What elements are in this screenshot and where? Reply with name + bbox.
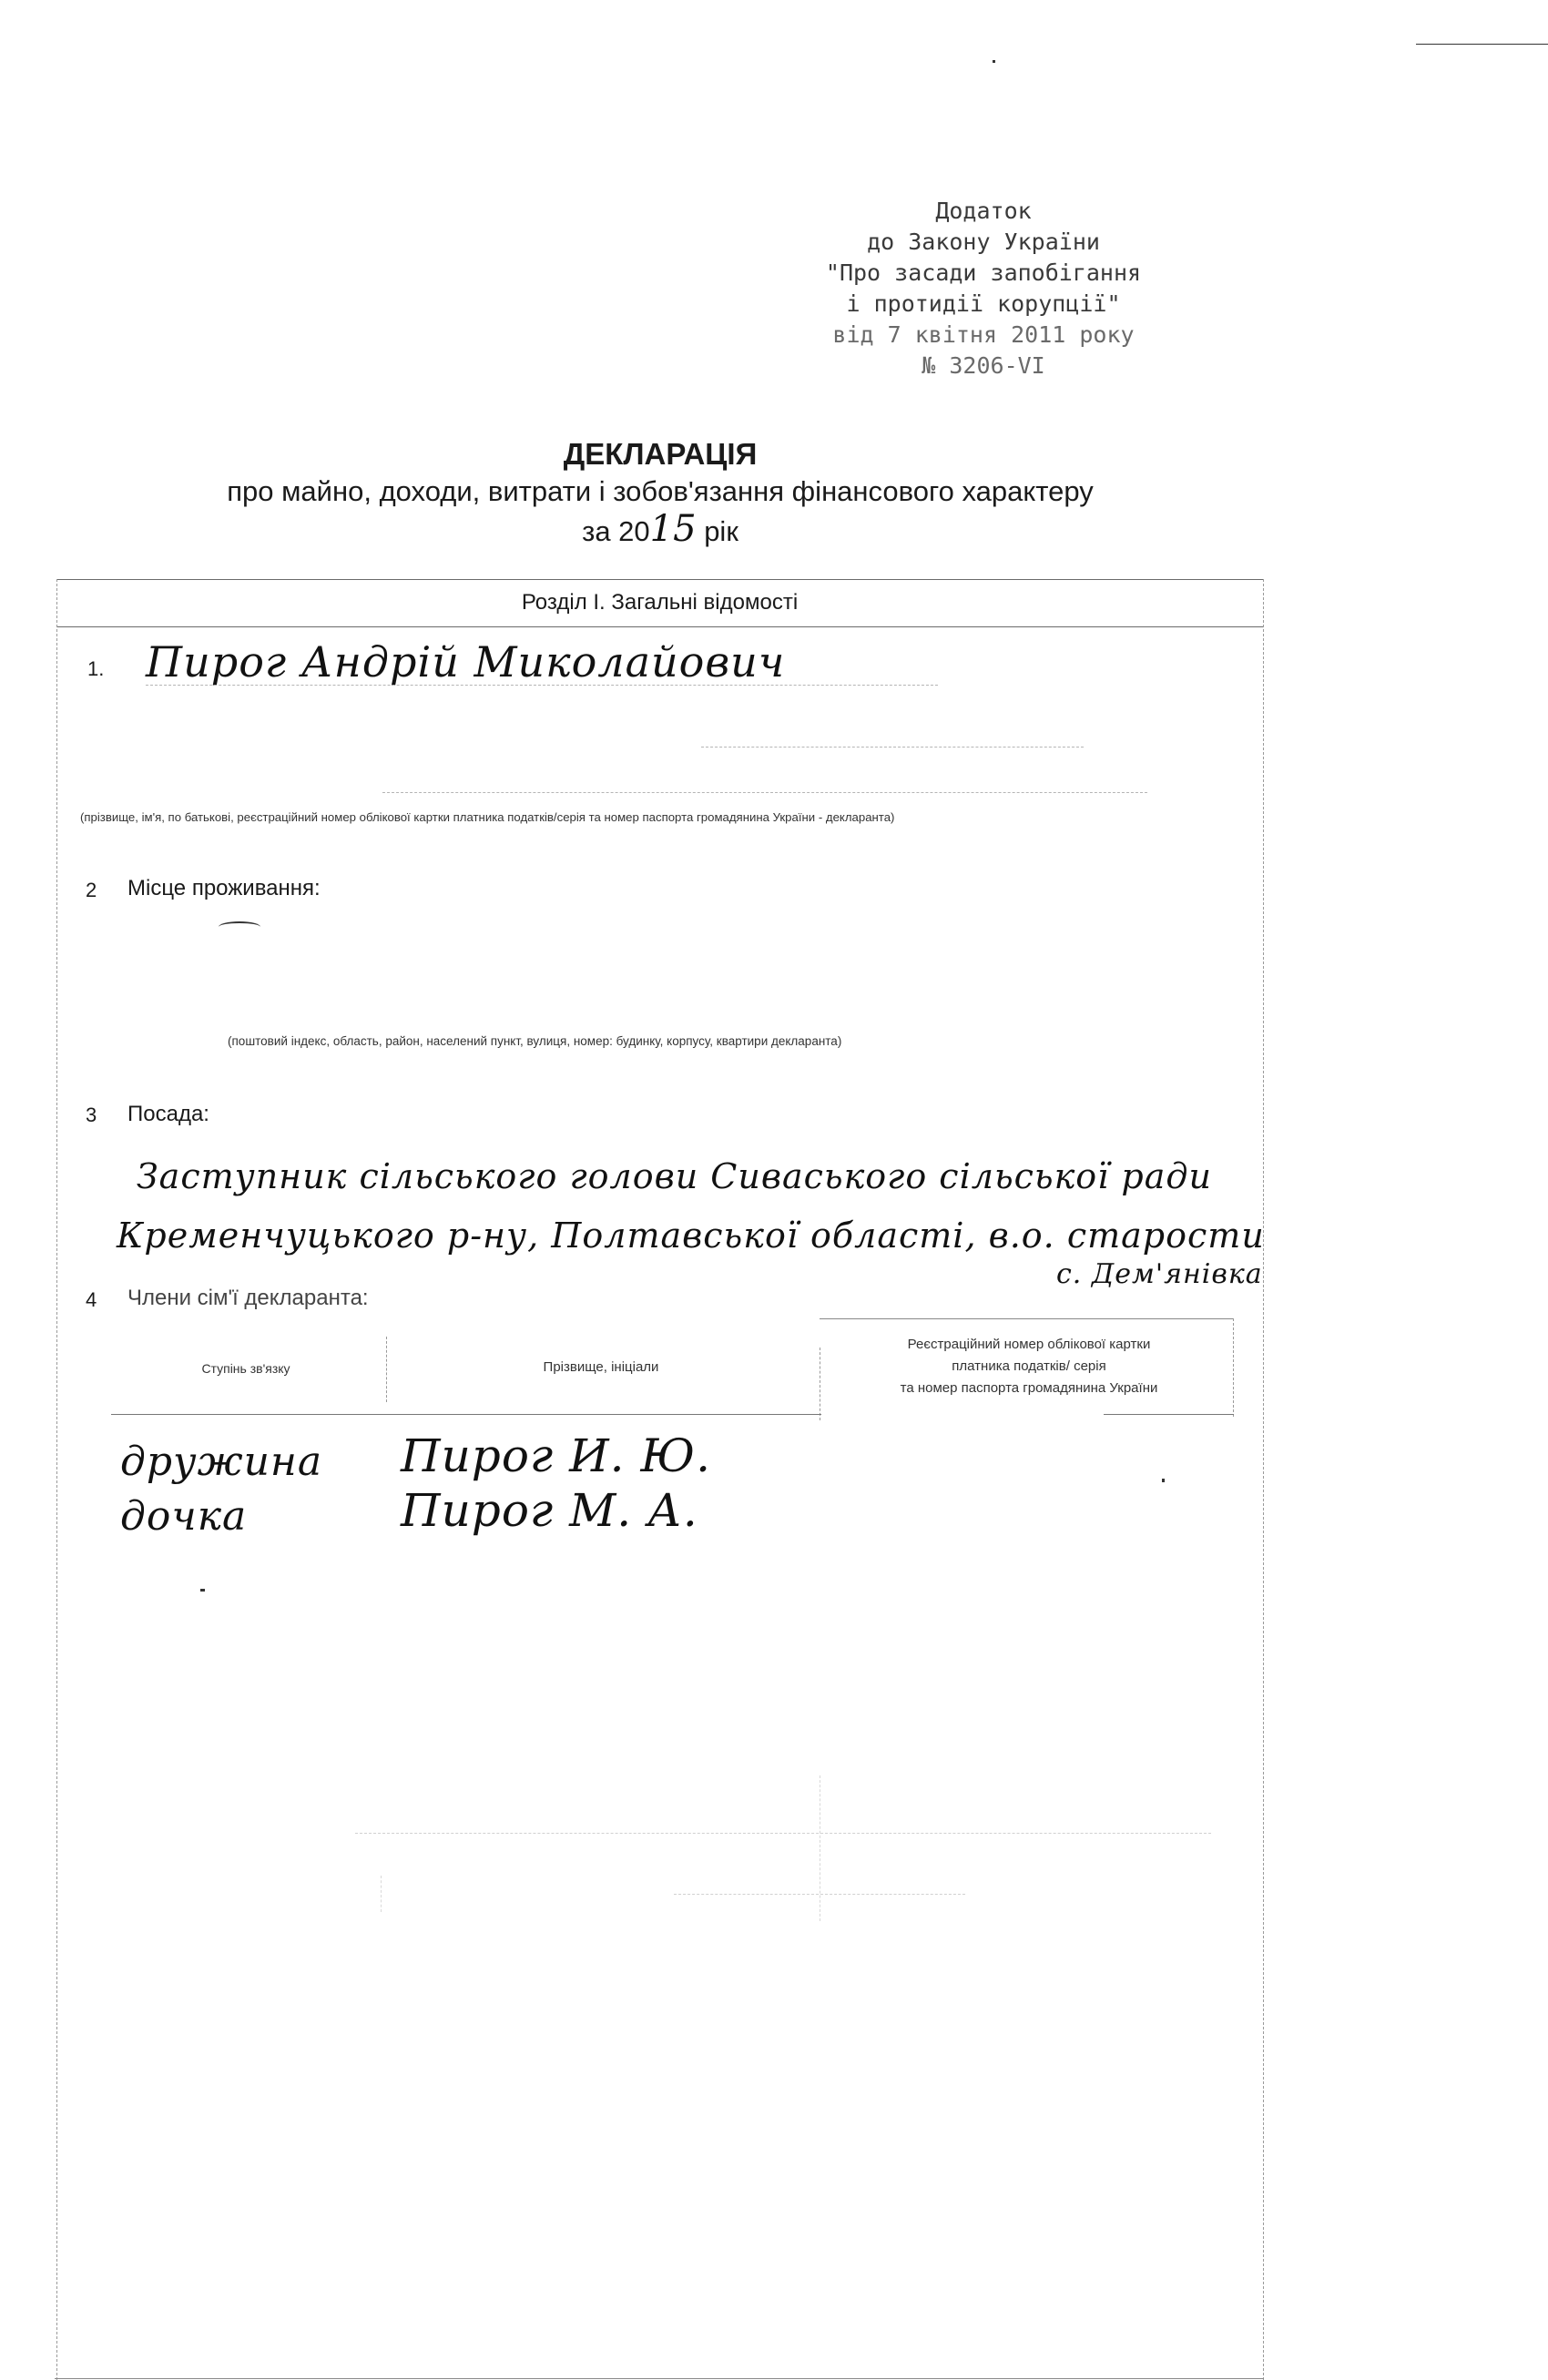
residue-line: [381, 1876, 382, 1912]
year-prefix: за 20: [582, 515, 650, 547]
section-header: Розділ І. Загальні відомості: [521, 590, 799, 615]
family-table-col-sep-1: [386, 1337, 387, 1402]
residue-line: [355, 1833, 1211, 1834]
year-handwritten: 15: [649, 508, 697, 550]
family-table-top-right: [820, 1318, 1234, 1319]
appendix-line-2: до Закону України: [867, 229, 1100, 255]
col-header-id-line-2: платника податків/ серія: [952, 1358, 1106, 1374]
item-2-number: 2: [86, 879, 97, 901]
col-header-id-line-3: та номер паспорта громадянина України: [900, 1380, 1158, 1396]
family-table-right-edge: [1233, 1318, 1234, 1417]
section-header-bottom: [56, 626, 1263, 627]
appendix-line-3: "Про засади запобігання: [825, 259, 1142, 286]
form-left-border: [56, 579, 57, 2380]
item-2-caption: (поштовий індекс, область, район, населений пункт, вулиця, номер: будинку, корпусу, квартири декларанта): [228, 1034, 842, 1048]
declaration-year: [478, 508, 842, 550]
family-table-header-bottom: [111, 1414, 821, 1415]
item-1-name-line: [146, 685, 938, 686]
col-header-name: Прізвище, ініціали: [543, 1359, 659, 1375]
speck-dot: [1162, 1479, 1165, 1482]
declaration-title: ДЕКЛАРАЦІЯ: [563, 437, 758, 471]
appendix-line-6: № 3206-VI: [922, 352, 1045, 379]
position-handwritten-line-3: с. Дем'янівка: [1056, 1258, 1263, 1290]
position-handwritten-line-1: Заступник сільського голови Сиваського сільської ради: [137, 1156, 1212, 1196]
speck-dot: [993, 60, 995, 63]
declarant-name-handwritten: Пирог Андрій Миколайович: [146, 637, 786, 687]
appendix-line-1: Додаток: [935, 198, 1032, 224]
item-1-caption-line: [382, 792, 1147, 793]
year-suffix: рік: [696, 515, 738, 547]
family-row-1-relation: дружина: [120, 1439, 323, 1485]
col-header-relation: Ступінь зв'язку: [201, 1361, 290, 1376]
form-right-border: [1263, 579, 1264, 2380]
appendix-line-5: від 7 квітня 2011 року: [832, 321, 1135, 348]
position-label: Посада:: [127, 1102, 209, 1126]
item-1-number: 1.: [87, 657, 105, 680]
item-3-number: 3: [86, 1104, 97, 1126]
family-row-1-name: Пирог И. Ю.: [401, 1429, 712, 1482]
position-handwritten-line-2: Кременчуцького р-ну, Полтавської області, в.о. старости: [117, 1215, 1265, 1256]
family-label: Члени сім'ї декларанта:: [127, 1286, 369, 1310]
speck-dot: [200, 1589, 205, 1592]
col-header-id-line-1: Реєстраційний номер облікової картки: [907, 1337, 1151, 1352]
residence-label: Місце проживання:: [127, 876, 321, 900]
margin-mark: [1416, 44, 1548, 45]
appendix-block: [783, 196, 1184, 381]
form-bottom-line: [55, 2378, 1264, 2379]
family-table-header-bottom-right: [1104, 1414, 1234, 1415]
item-1-caption: (прізвище, ім'я, по батькові, реєстраційний номер облікової картки платника податків/серія та номер паспорта громадянина України - декларанта): [80, 810, 895, 824]
family-row-2-relation: дочка: [120, 1493, 248, 1540]
form-top-border: [56, 579, 1263, 580]
item-4-number: 4: [86, 1288, 97, 1311]
appendix-line-4: і протидії корупції": [846, 290, 1121, 317]
col-header-id: [829, 1334, 1229, 1399]
stroke-mark: [219, 921, 260, 932]
declaration-subtitle: про майно, доходи, витрати і зобов'язання фінансового характеру: [227, 475, 1094, 507]
family-row-2-name: Пирог М. А.: [401, 1484, 698, 1537]
item-1-blank-line: [701, 747, 1084, 748]
